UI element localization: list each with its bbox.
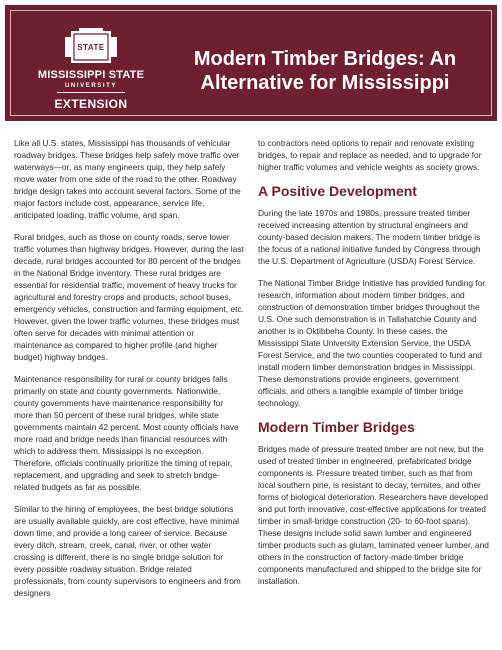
section-heading-positive-development: A Positive Development	[258, 183, 417, 199]
positive-development-paragraph: During the late 1970s and 1980s, pressure treated timber received increasing attention by structural engineers and county-based decision makers. The modern timber bridge is the focus of a national initiative funded by Congress through the U.S. Department of Agriculture (USDA) Forest Service.	[258, 208, 481, 266]
logo-university-label: UNIVERSITY	[64, 83, 117, 89]
intro-paragraph: Like all U.S. states, Mississippi has thousands of vehicular roadway bridges. These bridges help safely move traffic over waterways—or, as many engineers quip, they help safely move water from one side of the road to the other. Roadway bridge design takes into account several factors. Some of the major factors include cost, appearance, service life, anticipated loading, traffic volume, and span.	[14, 138, 241, 220]
header-banner	[5, 5, 497, 121]
left-column	[14, 137, 244, 609]
maintenance-paragraph: Maintenance responsibility for rural or county bridges falls primarily on state and county governments. Nationwide, county governments have maintenance responsibility for more than 50 percent of these rural bridges, while state governments maintain 42 percent. Most county officials have more road and bridge needs than financial resources with which to address them. Mississippi is no exception. Therefore, officials continually prioritize the timing of repair, replacement, and upgrading and seek to stretch bridge-related budgets as far as possible.	[14, 374, 239, 492]
national-initiative-paragraph: The National Timber Bridge Initiative has provided funding for research, information about modern timber bridges, and construction of demonstration timber bridges throughout the U.S. One such demonstration is in Tallahatchie County and another is in Oktibbeha County. In these cases, the Mississippi State University Extension Service, the USDA Forest Service, and the two counties cooperated to fund and install modern timber demonstration bridges in Mississippi. These demonstrations provide engineers, government officials, and others a tangible example of timber bridge technology.	[258, 278, 486, 408]
logo-divider	[57, 92, 125, 93]
rural-bridges-paragraph: Rural bridges, such as those on county roads, serve lower traffic volumes than highway bridges. However, during the last decade, rural bridges accounted for 80 percent of the bridges in the National Bridge inventory. These rural bridges are essential for residential traffic, movement of heavy trucks for agricultural and forestry crops and products, school buses, emergency vehicles, construction and farming equipment, etc. However, given the lower traffic volumes, these bridges must often serve for decades with minimal attention or maintenance as compared to higher profile (and higher budget) highway bridges.	[14, 232, 244, 362]
logo-state-text: STATE	[77, 43, 105, 52]
page-title: Modern Timber Bridges: An Alternative for Mississippi	[193, 48, 457, 94]
msu-extension-logo	[27, 25, 155, 113]
section-heading-modern-timber-bridges: Modern Timber Bridges	[258, 419, 415, 435]
modern-timber-paragraph: Bridges made of pressure treated timber are not new, but the used of treated timber in engineered, prefabricated bridge components is. Pressure treated timber, such as that from local southern pine, is resistant to decay, termites, and other forms of biological deterioration. Researchers have developed and put forth innovative, cost-effective applications for treated timber in small-bridge construction (20- to 60-foot spans). These designs include solid sawn lumber and engineered timber products such as glulam, laminated veneer lumber, and others in the construction of factory-made timber bridge components manufactured and shipped to the bridge site for installation.	[258, 444, 489, 586]
continued-paragraph: to contractors need options to repair and renovate existing bridges, to repair and replace as needed, and to upgrade for higher traffic volumes and vehicle weights as society grows.	[258, 138, 482, 172]
right-column	[258, 137, 490, 597]
bridge-solutions-paragraph: Similar to the hiring of employees, the best bridge solutions are usually available quickly, are cost effective, have minimal down time, and provide a long career of service. Because every ditch, stream, creek, canal, river, or other water crossing is different, there is no single bridge solution for every possible roadway situation. Bridge related professionals, from county supervisors to engineers and from designers	[14, 504, 241, 598]
logo-university-name: MISSISSIPPI STATE	[37, 69, 145, 81]
logo-extension-label: EXTENSION	[54, 97, 128, 111]
